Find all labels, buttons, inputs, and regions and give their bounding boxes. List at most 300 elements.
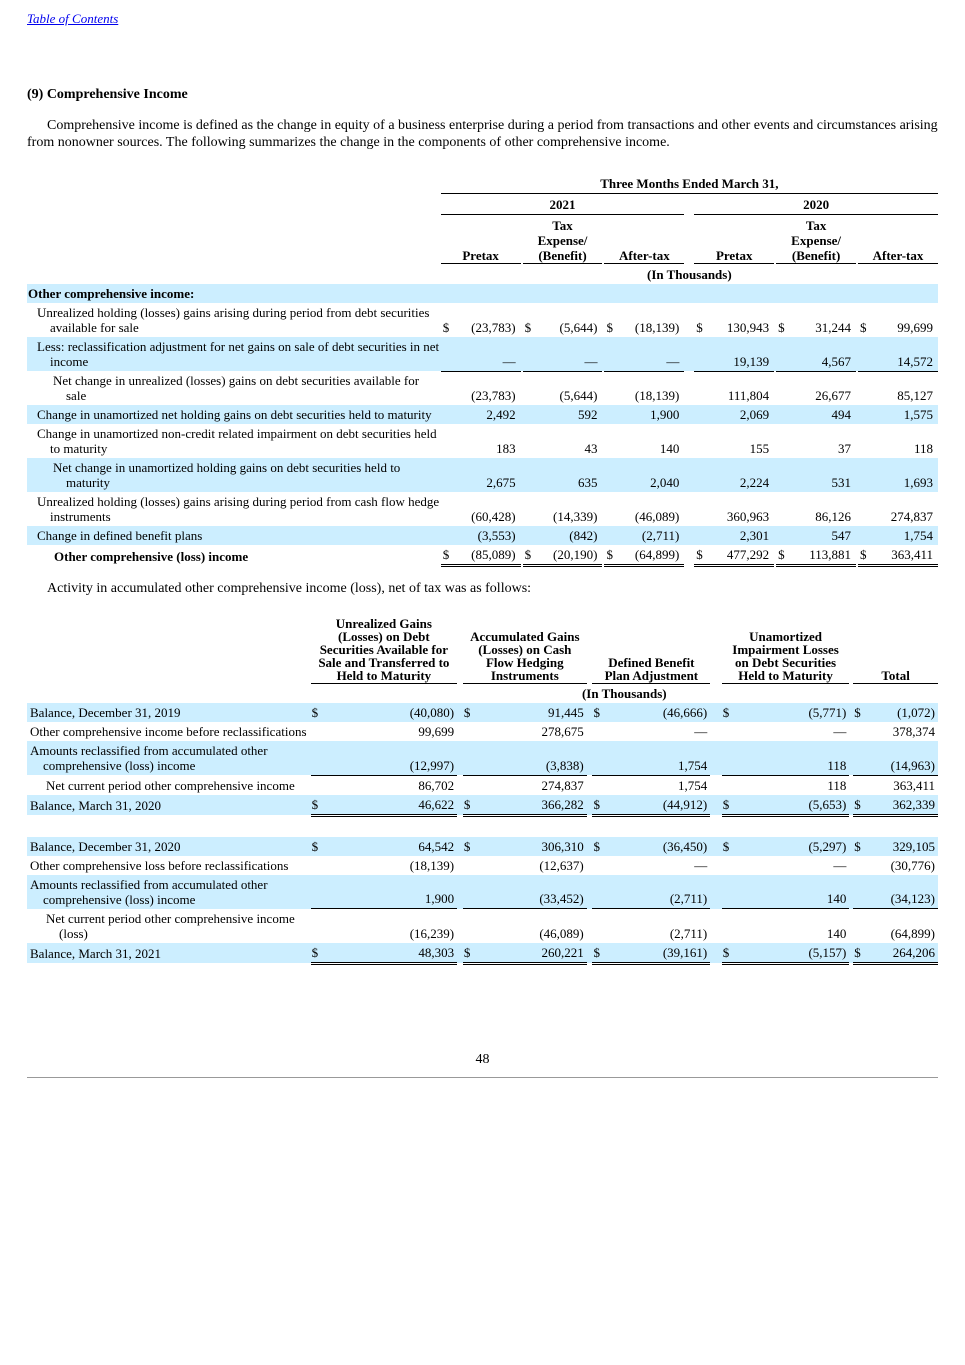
currency-symbol [441, 337, 453, 371]
spacer [684, 405, 694, 424]
col-unamortized-impairment: Unamortized Impairment Losses on Debt Securities Held to Maturity [722, 617, 850, 684]
currency-symbol: $ [722, 795, 734, 816]
table-row [27, 303, 938, 337]
intro-paragraph: Comprehensive income is defined as the change in equity of a business enterprise during a period from transactions and other events and circumstances arising from nonowner sources. The following summarizes the change in the components of other comprehensive income. [27, 118, 938, 150]
currency-symbol [853, 775, 865, 795]
value-cell: 1,754 [678, 777, 708, 793]
spacer [684, 545, 694, 566]
table-row [27, 424, 938, 458]
value-cell: 278,675 [541, 724, 584, 739]
table-row [27, 722, 938, 741]
currency-symbol [604, 492, 616, 526]
currency-symbol: $ [593, 838, 600, 854]
currency-symbol [694, 492, 706, 526]
table-row [27, 371, 938, 405]
col-tax-2021: Tax Expense/ (Benefit) [523, 215, 603, 264]
currency-symbol [858, 337, 870, 371]
currency-symbol [694, 458, 706, 492]
currency-symbol: $ [463, 838, 471, 854]
currency-symbol [776, 371, 788, 405]
aoci-activity-table [27, 617, 938, 965]
value-cell: (39,161) [604, 943, 710, 964]
currency-symbol [694, 526, 706, 545]
value-cell: — [694, 857, 708, 873]
value-cell: (33,452) [475, 875, 587, 909]
value-cell: (12,637) [539, 857, 584, 873]
row-label-text: Unrealized holding (losses) gains arising during period from debt securities available for sale [37, 305, 430, 335]
page-number: 48 [475, 1052, 490, 1067]
spacer [684, 458, 694, 492]
value-cell: (1,072) [897, 705, 935, 720]
value-cell: 2,040 [650, 475, 680, 490]
currency-symbol [523, 458, 535, 492]
value-cell: (5,771) [808, 705, 847, 720]
value-cell: 531 [831, 475, 852, 490]
section-title: (9) Comprehensive Income [27, 87, 188, 102]
currency-symbol [592, 775, 604, 795]
value-cell: 111,804 [727, 388, 770, 403]
row-label-text: Net current period other comprehensive income (loss) [46, 910, 295, 941]
spacer [710, 795, 722, 816]
value-cell: 2,492 [486, 407, 516, 422]
value-cell: (2,711) [604, 875, 710, 909]
row-label [27, 775, 311, 795]
row-label-text: Amounts reclassified from accumulated other comprehensive (loss) income [30, 876, 268, 907]
value-cell: 260,221 [475, 943, 587, 964]
row-label [27, 424, 441, 458]
currency-symbol [592, 909, 604, 943]
currency-symbol [694, 371, 706, 405]
currency-symbol: $ [523, 545, 535, 566]
currency-symbol [604, 371, 616, 405]
row-label-text: Less: reclassification adjustment for net gains on sale of debt securities in net income [37, 339, 440, 369]
row-label [27, 405, 441, 424]
currency-symbol: $ [854, 705, 861, 720]
currency-symbol [776, 337, 788, 371]
value-cell: 14,572 [870, 337, 938, 371]
value-cell: 118 [913, 441, 933, 456]
value-cell: 155 [749, 441, 770, 456]
currency-symbol [523, 405, 535, 424]
value-cell: 592 [577, 407, 598, 422]
value-cell: 118 [827, 777, 847, 793]
row-label-text: Change in unamortized non-credit related impairment on debt securities held to maturity [37, 426, 437, 456]
spacer [710, 775, 722, 795]
spacer [710, 703, 722, 722]
value-cell: 4,567 [788, 337, 856, 371]
spacer [684, 424, 694, 458]
currency-symbol [604, 337, 616, 371]
value-cell: (3,553) [477, 528, 516, 543]
row-label [27, 337, 441, 371]
value-cell: (85,089) [453, 545, 521, 566]
value-cell: 2,224 [739, 475, 770, 490]
currency-symbol [311, 856, 323, 875]
value-cell: 86,126 [815, 509, 852, 524]
value-cell: (60,428) [471, 509, 516, 524]
value-cell: 48,303 [322, 943, 457, 964]
spacer [710, 741, 722, 775]
row-label [27, 458, 441, 492]
value-cell: — [833, 857, 847, 873]
currency-symbol: $ [853, 943, 865, 964]
col-accumulated-gains: Accumulated Gains (Losses) on Cash Flow Hedging Instruments [463, 617, 587, 684]
value-cell: (46,089) [539, 925, 584, 941]
row-label [27, 909, 311, 943]
value-cell: (2,711) [669, 925, 708, 941]
spacer [710, 722, 722, 741]
table-row [27, 545, 938, 566]
currency-symbol: $ [853, 795, 865, 816]
currency-symbol [523, 424, 535, 458]
table-row [27, 703, 938, 722]
value-cell: (64,899) [616, 545, 684, 566]
currency-symbol [523, 492, 535, 526]
currency-symbol: $ [604, 545, 616, 566]
value-cell: 99,699 [897, 320, 933, 335]
row-label [27, 741, 311, 775]
currency-symbol: $ [722, 838, 730, 854]
currency-symbol [523, 371, 535, 405]
row-label [27, 703, 311, 722]
value-cell: 635 [577, 475, 598, 490]
currency-symbol [722, 856, 734, 875]
currency-symbol [853, 875, 865, 909]
value-cell: 366,282 [475, 795, 587, 816]
currency-symbol [592, 722, 604, 741]
value-cell: (30,776) [890, 857, 935, 873]
value-cell: 130,943 [726, 320, 770, 335]
currency-symbol: $ [696, 320, 703, 335]
value-cell: (18,139) [634, 388, 680, 403]
currency-symbol [694, 405, 706, 424]
currency-symbol [463, 775, 475, 795]
value-cell: 1,754 [604, 741, 710, 775]
row-label [27, 856, 311, 875]
row-label-text: Balance, March 31, 2020 [30, 798, 162, 813]
currency-symbol [592, 741, 604, 775]
value-cell: 31,244 [815, 320, 852, 335]
spacer [684, 337, 694, 371]
row-label [27, 492, 441, 526]
value-cell: 494 [831, 407, 852, 422]
value-cell: (5,157) [734, 943, 850, 964]
currency-symbol: $ [592, 943, 604, 964]
value-cell: — [453, 337, 521, 371]
value-cell: 140 [826, 925, 847, 941]
value-cell: 477,292 [706, 545, 774, 566]
col-pretax-2021: Pretax [441, 215, 521, 264]
value-cell: 264,206 [865, 943, 938, 964]
value-cell: 140 [659, 441, 680, 456]
footer-divider [27, 1077, 938, 1078]
currency-symbol [441, 371, 453, 405]
units-label: (In Thousands) [647, 267, 732, 282]
comprehensive-income-table [27, 176, 938, 567]
row-label [27, 303, 441, 337]
currency-symbol [523, 526, 535, 545]
value-cell: 86,702 [418, 777, 455, 793]
value-cell: 1,575 [903, 407, 933, 422]
currency-symbol [858, 526, 870, 545]
currency-symbol [722, 722, 734, 741]
currency-symbol [441, 424, 453, 458]
table-row [27, 337, 938, 371]
value-cell: 547 [831, 528, 852, 543]
value-cell: (5,644) [559, 320, 598, 335]
currency-symbol: $ [694, 545, 706, 566]
value-cell: (20,190) [535, 545, 603, 566]
row-label-text: Change in unamortized net holding gains on debt securities held to maturity [37, 407, 432, 422]
value-cell: (36,450) [662, 838, 708, 854]
currency-symbol [311, 909, 323, 943]
table-row [27, 526, 938, 545]
value-cell: 378,374 [892, 724, 935, 739]
currency-symbol: $ [311, 943, 323, 964]
currency-symbol: $ [722, 705, 730, 720]
row-label-text: Net change in unrealized (losses) gains on debt securities available for sale [53, 373, 420, 403]
currency-symbol [858, 458, 870, 492]
currency-symbol [311, 875, 323, 909]
currency-symbol [463, 909, 475, 943]
currency-symbol [311, 722, 323, 741]
value-cell: (18,139) [634, 320, 680, 335]
currency-symbol [441, 526, 453, 545]
period-header: Three Months Ended March 31, [441, 176, 938, 194]
value-cell: 43 [584, 441, 598, 456]
value-cell: 64,542 [418, 838, 455, 854]
col-pretax-2020: Pretax [694, 215, 774, 264]
gap-cell [27, 815, 938, 837]
value-cell: (2,711) [641, 528, 680, 543]
row-label [27, 526, 441, 545]
currency-symbol [858, 424, 870, 458]
table-row [27, 856, 938, 875]
currency-symbol [604, 458, 616, 492]
value-cell: 91,445 [547, 705, 584, 720]
table-row [27, 909, 938, 943]
currency-symbol [776, 492, 788, 526]
units-label-2: (In Thousands) [581, 686, 667, 701]
value-cell: 363,411 [870, 545, 938, 566]
value-cell: 363,411 [893, 777, 935, 793]
currency-symbol [853, 741, 865, 775]
value-cell: 26,677 [815, 388, 852, 403]
currency-symbol: $ [311, 705, 319, 720]
currency-symbol: $ [860, 320, 867, 335]
currency-symbol [523, 337, 535, 371]
activity-paragraph: Activity in accumulated other comprehensive income (loss), net of tax was as follows: [47, 581, 532, 596]
value-cell: 2,069 [739, 407, 770, 422]
value-cell: 140 [734, 875, 850, 909]
currency-symbol [463, 856, 475, 875]
spacer [684, 303, 694, 337]
year-2021-header: 2021 [441, 194, 685, 215]
value-cell: (44,912) [604, 795, 710, 816]
value-cell: 1,900 [650, 407, 680, 422]
currency-symbol [722, 875, 734, 909]
value-cell: 183 [496, 441, 516, 456]
currency-symbol: $ [606, 320, 613, 335]
value-cell: (14,339) [553, 509, 598, 524]
value-cell: 85,127 [897, 388, 933, 403]
row-label [27, 875, 311, 909]
spacer [710, 837, 722, 856]
row-label-text: Amounts reclassified from accumulated other comprehensive (loss) income [30, 743, 268, 773]
currency-symbol [722, 909, 734, 943]
spacer [684, 492, 694, 526]
currency-symbol: $ [592, 795, 604, 816]
table-row [27, 405, 938, 424]
value-cell: 37 [838, 441, 852, 456]
currency-symbol: $ [463, 943, 475, 964]
value-cell: (16,239) [409, 925, 455, 941]
currency-symbol [853, 722, 865, 741]
currency-symbol [441, 458, 453, 492]
currency-symbol [694, 424, 706, 458]
table-row [27, 875, 938, 909]
value-cell: 274,837 [890, 509, 933, 524]
table-row [27, 795, 938, 816]
table-row [27, 837, 938, 856]
row-label-text: Net current period other comprehensive income [46, 777, 295, 793]
value-cell: 19,139 [706, 337, 774, 371]
currency-symbol [604, 424, 616, 458]
currency-symbol [604, 405, 616, 424]
value-cell: 329,105 [892, 838, 935, 854]
row-label-text: Balance, March 31, 2021 [30, 946, 162, 961]
currency-symbol [604, 526, 616, 545]
currency-symbol [694, 337, 706, 371]
value-cell: (5,644) [559, 388, 598, 403]
value-cell: 1,693 [903, 475, 933, 490]
col-defined-benefit: Defined Benefit Plan Adjustment [592, 617, 710, 684]
currency-symbol [853, 856, 865, 875]
value-cell: (5,297) [808, 838, 847, 854]
value-cell: (842) [569, 528, 598, 543]
value-cell: — [694, 724, 708, 739]
value-cell: (46,089) [634, 509, 680, 524]
value-cell: (23,783) [471, 320, 516, 335]
currency-symbol: $ [441, 545, 453, 566]
value-cell: (34,123) [865, 875, 938, 909]
value-cell: (12,997) [322, 741, 457, 775]
row-label-text: Balance, December 31, 2020 [30, 838, 181, 854]
value-cell: — [833, 724, 847, 739]
value-cell: (5,653) [734, 795, 850, 816]
col-unrealized-gains: Unrealized Gains (Losses) on Debt Securities Available for Sale and Transferred to Held to Maturity [311, 617, 458, 684]
value-cell: 2,301 [739, 528, 770, 543]
spacer [684, 526, 694, 545]
year-2020-header: 2020 [694, 194, 938, 215]
currency-symbol: $ [778, 320, 785, 335]
currency-symbol [441, 405, 453, 424]
value-cell: 1,754 [903, 528, 933, 543]
row-gap [27, 815, 938, 837]
currency-symbol: $ [593, 705, 600, 720]
currency-symbol: $ [858, 545, 870, 566]
table-of-contents-link[interactable]: Table of Contents [27, 11, 119, 26]
spacer [684, 371, 694, 405]
currency-symbol [592, 875, 604, 909]
table-row [27, 458, 938, 492]
currency-symbol [463, 741, 475, 775]
currency-symbol: $ [722, 943, 734, 964]
row-label-text: Balance, December 31, 2019 [30, 705, 181, 720]
row-label-text: Other comprehensive (loss) income [54, 548, 249, 564]
row-label [27, 722, 311, 741]
table-row [27, 492, 938, 526]
value-cell: (46,666) [662, 705, 708, 720]
value-cell: 46,622 [322, 795, 457, 816]
row-label-text: Other comprehensive income before reclassifications [30, 724, 307, 739]
value-cell: 118 [734, 741, 850, 775]
currency-symbol [858, 492, 870, 526]
currency-symbol [311, 775, 323, 795]
currency-symbol [776, 424, 788, 458]
currency-symbol: $ [463, 795, 475, 816]
value-cell: (18,139) [409, 857, 455, 873]
value-cell: 360,963 [726, 509, 770, 524]
row-label-text: Other comprehensive loss before reclassifications [30, 857, 289, 873]
value-cell: 2,675 [486, 475, 516, 490]
value-cell: (3,838) [475, 741, 587, 775]
value-cell: — [535, 337, 603, 371]
section-label: Other comprehensive income: [28, 286, 195, 301]
value-cell: (14,963) [865, 741, 938, 775]
spacer [710, 875, 722, 909]
spacer [710, 909, 722, 943]
currency-symbol [722, 775, 734, 795]
value-cell: 362,339 [865, 795, 938, 816]
row-label [27, 545, 441, 566]
currency-symbol [776, 526, 788, 545]
row-label [27, 943, 311, 964]
row-label-text: Net change in unamortized holding gains on debt securities held to maturity [53, 460, 401, 490]
currency-symbol [463, 722, 475, 741]
currency-symbol: $ [776, 545, 788, 566]
value-cell: — [616, 337, 684, 371]
col-total: Total [853, 617, 938, 684]
currency-symbol: $ [311, 838, 319, 854]
currency-symbol [722, 741, 734, 775]
currency-symbol [858, 405, 870, 424]
col-aftertax-2021: After-tax [604, 215, 684, 264]
row-label-text: Change in defined benefit plans [37, 528, 203, 543]
row-label [27, 371, 441, 405]
spacer [710, 943, 722, 964]
currency-symbol [776, 458, 788, 492]
value-cell: 1,900 [322, 875, 457, 909]
currency-symbol [311, 741, 323, 775]
currency-symbol: $ [311, 795, 323, 816]
row-label [27, 795, 311, 816]
currency-symbol [858, 371, 870, 405]
table-row [27, 943, 938, 964]
currency-symbol [441, 492, 453, 526]
spacer [710, 856, 722, 875]
col-tax-2020: Tax Expense/ (Benefit) [776, 215, 856, 264]
value-cell: 113,881 [788, 545, 856, 566]
currency-symbol [592, 856, 604, 875]
col-aftertax-2020: After-tax [858, 215, 938, 264]
value-cell: 306,310 [541, 838, 584, 854]
table-row [27, 741, 938, 775]
currency-symbol: $ [524, 320, 532, 335]
currency-symbol: $ [442, 320, 450, 335]
currency-symbol: $ [463, 705, 471, 720]
currency-symbol [776, 405, 788, 424]
